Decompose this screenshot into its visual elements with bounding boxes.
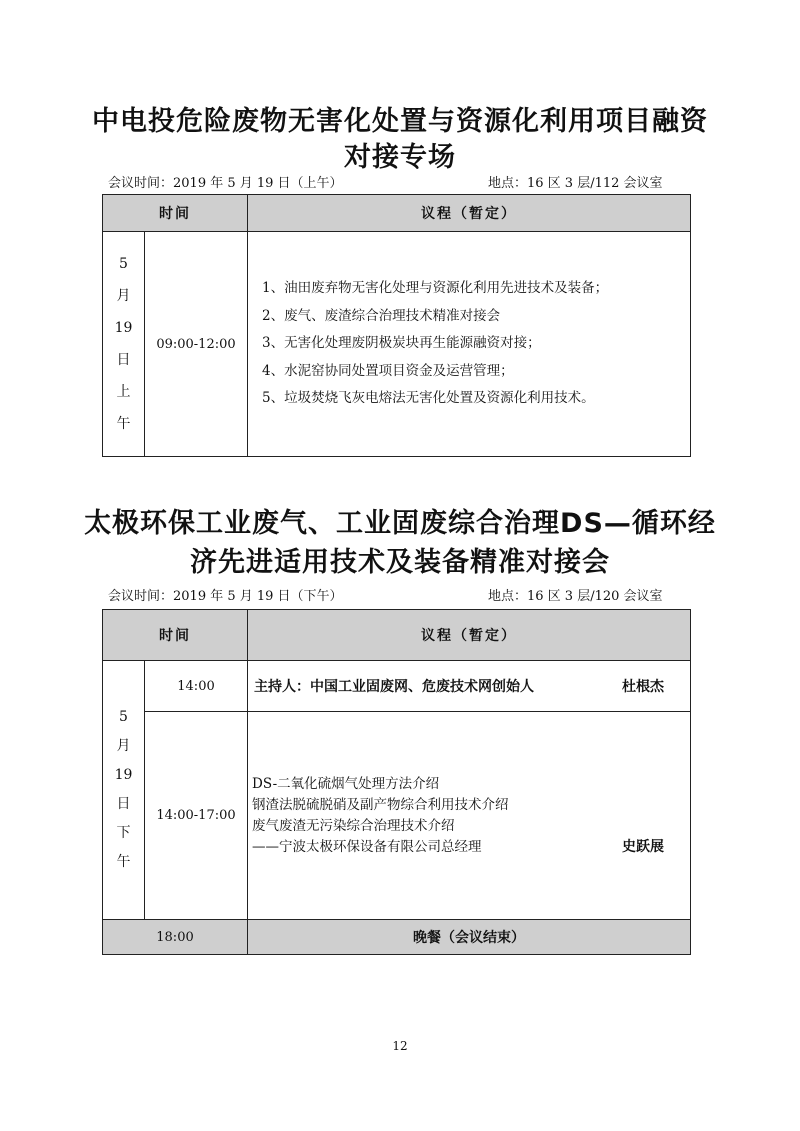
date-char: 上 — [116, 384, 131, 400]
section1-title-line1: 中电投危险废物无害化处置与资源化利用项目融资 — [92, 106, 708, 137]
section2-title-line2: 济先进适用技术及装备精准对接会 — [190, 547, 610, 578]
section1-time-range: 09:00-12:00 — [145, 232, 248, 457]
section1-header-time: 时间 — [103, 195, 248, 232]
section1-meeting-time: 会议时间：2019 年 5 月 19 日（上午） — [108, 176, 343, 191]
section2-dinner-time: 18:00 — [103, 920, 248, 955]
date-char: 月 — [116, 288, 131, 304]
section1-title-line2: 对接专场 — [344, 142, 456, 173]
section2-location: 地点：16 区 3 层/120 会议室 — [488, 589, 663, 604]
section2-title-line1: 太极环保工业废气、工业固废综合治理DS—循环经 — [84, 508, 716, 539]
date-char: 午 — [116, 854, 131, 870]
talk-item: 钢渣法脱硫脱硝及副产物综合利用技术介绍 — [252, 796, 509, 813]
section2-host-cell — [248, 661, 691, 712]
agenda-item: 3、无害化处理废阴极炭块再生能源融资对接； — [262, 335, 541, 352]
section1-location: 地点：16 区 3 层/112 会议室 — [488, 176, 663, 191]
talk-item: ——宁波太极环保设备有限公司总经理 — [252, 838, 482, 855]
section2-host-time: 14:00 — [145, 661, 248, 712]
date-char: 月 — [116, 738, 131, 754]
section2-header-time: 时间 — [103, 610, 248, 661]
host-text: 主持人：中国工业固废网、危废技术网创始人 — [254, 679, 534, 695]
date-char: 19 — [114, 320, 133, 336]
section1-agenda-items — [248, 232, 691, 457]
section1-date-cell — [103, 232, 145, 457]
date-char: 下 — [116, 825, 131, 841]
date-char: 5 — [119, 256, 128, 272]
date-char: 19 — [114, 767, 133, 783]
date-char: 日 — [116, 352, 131, 368]
section2-dinner-text: 晚餐（会议结束） — [248, 920, 691, 955]
section2-meeting-time: 会议时间：2019 年 5 月 19 日（下午） — [108, 589, 343, 604]
talk-item: DS-二氧化硫烟气处理方法介绍 — [252, 775, 440, 792]
date-char: 日 — [116, 796, 131, 812]
section1-agenda-table — [102, 194, 691, 457]
agenda-item: 1、油田废弃物无害化处理与资源化利用先进技术及装备； — [262, 280, 609, 297]
section2-talks-cell — [248, 712, 691, 920]
section1-header-agenda: 议程（暂定） — [248, 195, 691, 232]
section2-header-agenda: 议程（暂定） — [248, 610, 691, 661]
agenda-item: 2、废气、废渣综合治理技术精准对接会 — [262, 307, 501, 324]
agenda-item: 5、垃圾焚烧飞灰电熔法无害化处置及资源化利用技术。 — [262, 390, 595, 407]
date-char: 午 — [116, 416, 131, 432]
agenda-item: 4、水泥窑协同处置项目资金及运营管理； — [262, 362, 514, 379]
section2-date-cell — [103, 661, 145, 920]
talk-item: 废气废渣无污染综合治理技术介绍 — [252, 817, 455, 834]
host-name: 杜根杰 — [622, 679, 664, 695]
section2-agenda-table — [102, 609, 691, 955]
page-number: 12 — [392, 1039, 408, 1053]
section2-talks-time: 14:00-17:00 — [145, 712, 248, 920]
speaker-name: 史跃展 — [622, 839, 664, 855]
date-char: 5 — [119, 709, 128, 725]
